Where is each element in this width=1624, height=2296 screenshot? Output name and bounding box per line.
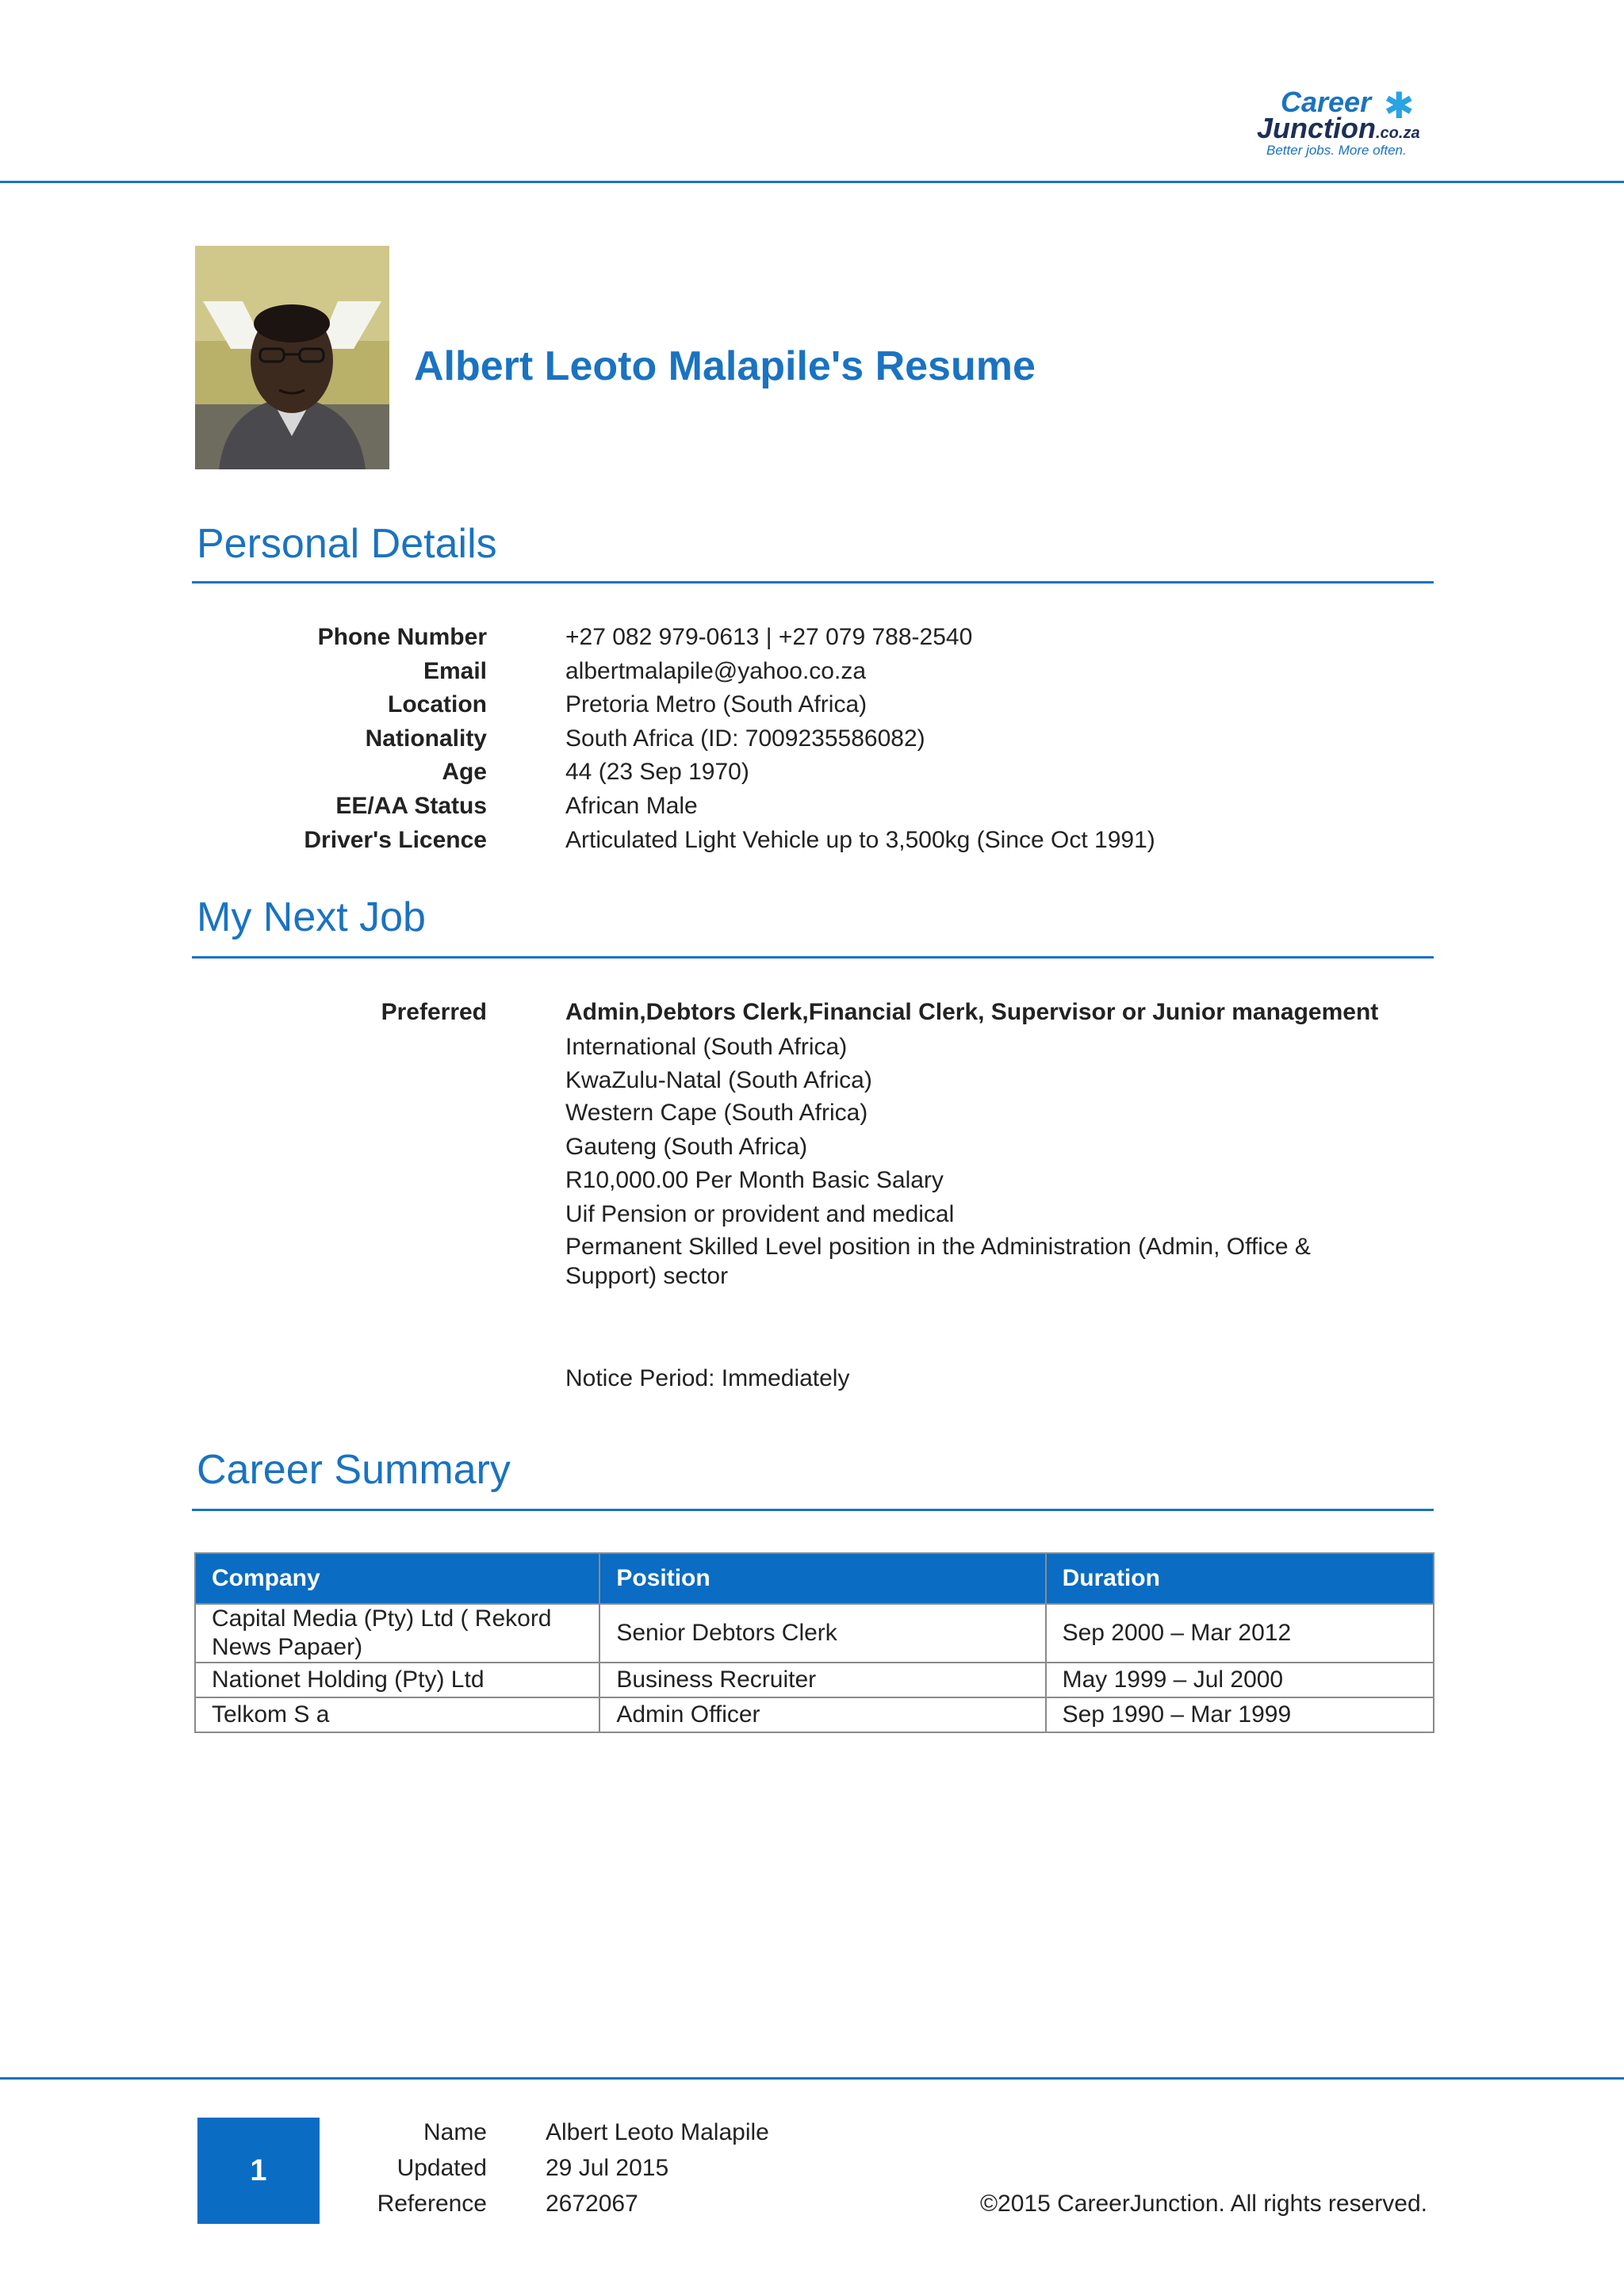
logo-junction-text: Junction.co.za bbox=[1257, 112, 1420, 144]
age-label: Age bbox=[442, 759, 487, 785]
preferred-position-type-line1: Permanent Skilled Level position in the Administration (Admin, Office & bbox=[565, 1234, 1311, 1260]
column-header-company: Company bbox=[195, 1553, 599, 1604]
company-cell: Telkom S a bbox=[195, 1697, 599, 1732]
table-row bbox=[195, 1697, 1434, 1732]
personal-details-rule bbox=[192, 581, 1434, 584]
preferred-position-type-line2: Support) sector bbox=[565, 1263, 729, 1289]
footer-reference-label: Reference bbox=[377, 2191, 487, 2217]
email-label: Email bbox=[423, 658, 487, 684]
profile-photo bbox=[195, 246, 389, 469]
preferred-location-international: International (South Africa) bbox=[565, 1034, 848, 1060]
personal-details-heading: Personal Details bbox=[197, 521, 497, 567]
nationality-value: South Africa (ID: 7009235586082) bbox=[565, 725, 925, 752]
preferred-label: Preferred bbox=[381, 999, 487, 1025]
phone-label: Phone Number bbox=[317, 624, 487, 650]
copyright-notice: ©2015 CareerJunction. All rights reserved. bbox=[979, 2191, 1427, 2217]
footer-name-label: Name bbox=[423, 2119, 487, 2145]
column-header-position: Position bbox=[599, 1553, 1045, 1604]
nationality-label: Nationality bbox=[365, 725, 487, 752]
logo-career-text: Career bbox=[1281, 86, 1372, 118]
resume-title: Albert Leoto Malapile's Resume bbox=[414, 343, 1036, 389]
preferred-positions: Admin,Debtors Clerk,Financial Clerk, Supervisor or Junior management bbox=[565, 999, 1379, 1025]
page-number-badge: 1 bbox=[197, 2118, 320, 2224]
position-cell: Business Recruiter bbox=[599, 1663, 1045, 1697]
footer-name-value: Albert Leoto Malapile bbox=[546, 2119, 769, 2145]
footer-divider bbox=[0, 2077, 1624, 2080]
age-value: 44 (23 Sep 1970) bbox=[565, 759, 749, 785]
location-value: Pretoria Metro (South Africa) bbox=[565, 691, 868, 718]
email-value[interactable]: albertmalapile@yahoo.co.za bbox=[565, 658, 866, 684]
drivers-licence-value: Articulated Light Vehicle up to 3,500kg (Since Oct 1991) bbox=[565, 827, 1155, 853]
preferred-benefits: Uif Pension or provident and medical bbox=[565, 1201, 955, 1227]
duration-cell: May 1999 – Jul 2000 bbox=[1046, 1663, 1434, 1697]
ee-aa-status-value: African Male bbox=[565, 793, 698, 819]
career-summary-rule bbox=[192, 1509, 1434, 1511]
next-job-heading: My Next Job bbox=[197, 894, 426, 940]
notice-period: Notice Period: Immediately bbox=[565, 1365, 850, 1391]
career-summary-heading: Career Summary bbox=[197, 1447, 511, 1493]
preferred-location-kwazulu-natal: KwaZulu-Natal (South Africa) bbox=[565, 1067, 872, 1093]
position-cell: Admin Officer bbox=[599, 1697, 1045, 1732]
next-job-rule bbox=[192, 956, 1434, 959]
location-label: Location bbox=[388, 691, 487, 718]
footer-updated-value: 29 Jul 2015 bbox=[546, 2155, 669, 2181]
table-row bbox=[195, 1663, 1434, 1697]
preferred-location-gauteng: Gauteng (South Africa) bbox=[565, 1134, 808, 1160]
preferred-salary: R10,000.00 Per Month Basic Salary bbox=[565, 1167, 944, 1193]
company-cell: Capital Media (Pty) Ltd ( Rekord News Papaer) bbox=[195, 1604, 599, 1663]
career-summary-table bbox=[194, 1552, 1434, 1733]
table-row bbox=[195, 1604, 1434, 1663]
ee-aa-status-label: EE/AA Status bbox=[335, 793, 487, 819]
duration-cell: Sep 2000 – Mar 2012 bbox=[1046, 1604, 1434, 1663]
column-header-duration: Duration bbox=[1046, 1553, 1434, 1604]
footer-updated-label: Updated bbox=[396, 2155, 487, 2181]
preferred-location-western-cape: Western Cape (South Africa) bbox=[565, 1100, 868, 1126]
position-cell: Senior Debtors Clerk bbox=[599, 1604, 1045, 1663]
phone-value: +27 082 979-0613 | +27 079 788-2540 bbox=[565, 624, 973, 650]
table-header-row bbox=[195, 1553, 1434, 1604]
header-divider bbox=[0, 181, 1624, 183]
company-cell: Nationet Holding (Pty) Ltd bbox=[195, 1663, 599, 1697]
careerjunction-logo bbox=[1257, 86, 1419, 162]
drivers-licence-label: Driver's Licence bbox=[304, 827, 487, 853]
asterisk-star-icon: ✱ bbox=[1384, 85, 1415, 126]
duration-cell: Sep 1990 – Mar 1999 bbox=[1046, 1697, 1434, 1732]
logo-tagline: Better jobs. More often. bbox=[1266, 143, 1407, 158]
footer-reference-value: 2672067 bbox=[546, 2191, 638, 2217]
